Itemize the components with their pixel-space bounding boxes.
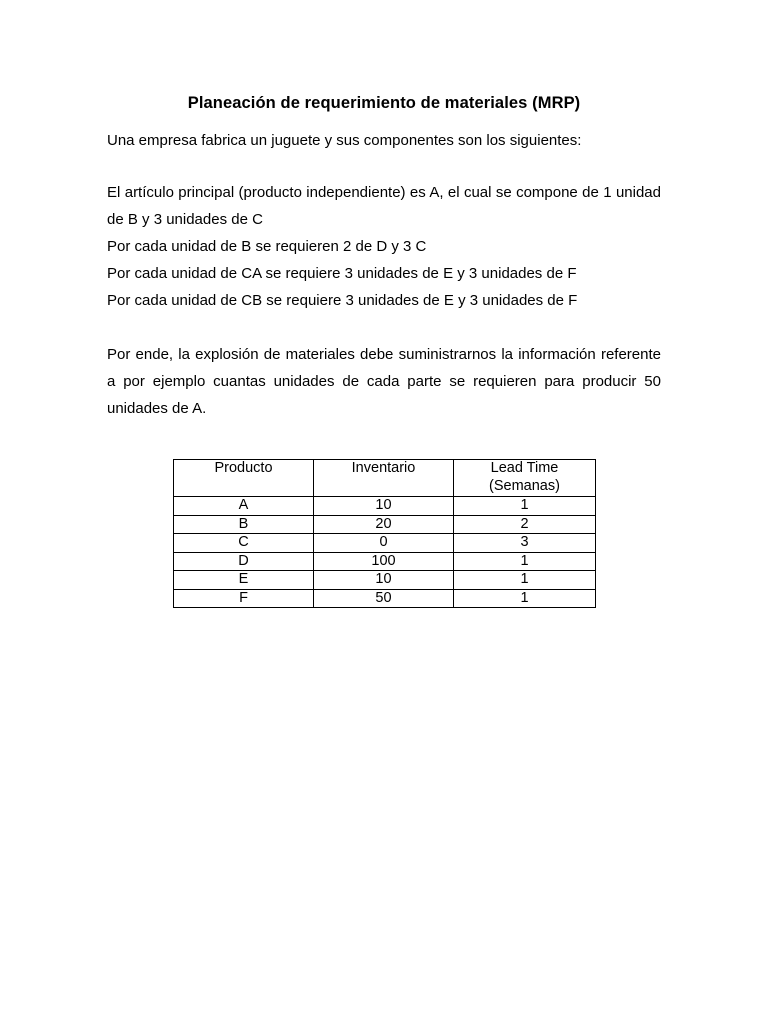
components-line-1: El artículo principal (producto independiente) es A, el cual se compone de 1 unidad [107,184,661,201]
cell-inventory: 10 [314,497,454,516]
cell-lead-time: 1 [454,571,596,590]
cell-lead-time: 1 [454,497,596,516]
table-header-row [174,460,596,497]
explosion-paragraph [107,341,661,422]
explosion-line-3: unidades de A. [107,400,207,417]
cell-product: C [174,534,314,553]
cell-inventory: 50 [314,589,454,608]
cell-lead-time: 1 [454,552,596,571]
cell-product: E [174,571,314,590]
inventory-table [173,459,596,608]
explosion-line-2: a por ejemplo cuantas unidades de cada parte se requieren para producir 50 [107,373,661,390]
intro-line: Una empresa fabrica un juguete y sus componentes son los siguientes: [107,132,582,149]
cell-inventory: 10 [314,571,454,590]
cell-product: B [174,515,314,534]
components-line-2: de B y 3 unidades de C [107,211,263,228]
cell-inventory: 20 [314,515,454,534]
cell-inventory: 0 [314,534,454,553]
cell-product: A [174,497,314,516]
components-line-4: Por cada unidad de CA se requiere 3 unidades de E y 3 unidades de F [107,265,577,282]
table-row [174,571,596,590]
table-header [174,460,596,497]
table-body [174,497,596,608]
intro-paragraph [107,127,661,154]
cell-lead-time: 2 [454,515,596,534]
cell-product: F [174,589,314,608]
components-line-5: Por cada unidad de CB se requiere 3 unidades de E y 3 unidades de F [107,292,578,309]
cell-lead-time: 1 [454,589,596,608]
header-lead-time-line1: Lead Time [490,460,559,476]
cell-product: D [174,552,314,571]
components-line-3: Por cada unidad de B se requieren 2 de D y 3 C [107,238,427,255]
table-row [174,552,596,571]
cell-inventory: 100 [314,552,454,571]
components-paragraph [107,179,661,314]
table-row [174,497,596,516]
header-lead-time [454,460,596,497]
document-title: Planeación de requerimiento de materiales (MRP) [187,94,581,112]
table-row [174,515,596,534]
header-lead-time-line2: (Semanas) [489,477,560,494]
table-row [174,589,596,608]
cell-lead-time: 3 [454,534,596,553]
explosion-line-1: Por ende, la explosión de materiales debe suministrarnos la información referente [107,346,661,363]
header-inventory: Inventario [314,460,454,497]
table-row [174,534,596,553]
header-product: Producto [174,460,314,497]
